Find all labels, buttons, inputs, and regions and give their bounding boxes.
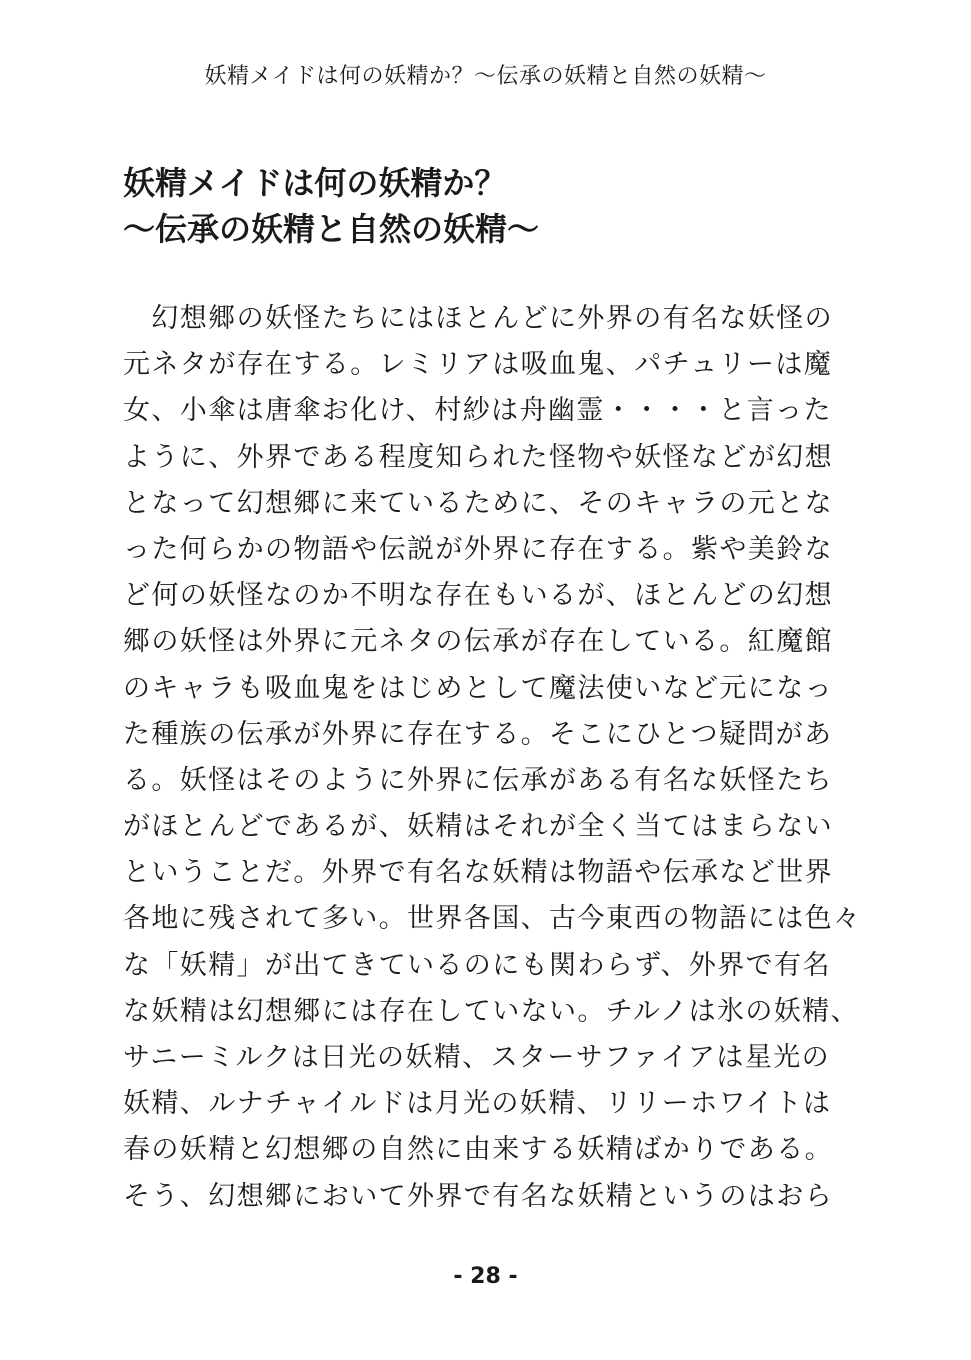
text-line: のキャラも吸血鬼をはじめとして魔法使いなど元になっ (123, 672, 833, 704)
chapter-title-line-1: 妖精メイドは何の妖精か？ (123, 164, 507, 202)
text-line: 幻想郷の妖怪たちにはほとんどに外界の有名な妖怪の (123, 303, 833, 334)
chapter-title (123, 160, 883, 252)
text-line: な「妖精」が出てきているのにも関わらず、外界で有名 (123, 949, 831, 981)
text-line: 各地に残されて多い。世界各国、古今東西の物語には色々 (123, 903, 862, 935)
text-line: そう、幻想郷において外界で有名な妖精というのはおら (123, 1180, 833, 1212)
text-line: った何らかの物語や伝説が外界に存在する。紫や美鈴な (123, 533, 833, 565)
text-line: 郷の妖怪は外界に元ネタの伝承が存在している。紅魔館 (123, 626, 833, 658)
text-line: 春の妖精と幻想郷の自然に由来する妖精ばかりである。 (123, 1134, 833, 1166)
running-header: 妖精メイドは何の妖精か？～伝承の妖精と自然の妖精～ (204, 64, 767, 89)
text-line: 女、小傘は唐傘お化け、村紗は舟幽霊・・・・と言った (123, 395, 832, 427)
text-line: た種族の伝承が外界に存在する。そこにひとつ疑問があ (123, 718, 833, 750)
text-line: な妖精は幻想郷には存在していない。チルノは氷の妖精、 (123, 995, 859, 1027)
text-line: ど何の妖怪なのか不明な存在もいるが、ほとんどの幻想 (123, 580, 833, 612)
text-line: 元ネタが存在する。レミリアは吸血鬼、パチュリーは魔 (123, 349, 833, 381)
body-text (123, 296, 863, 1220)
text-line: ということだ。外界で有名な妖精は物語や伝承など世界 (123, 857, 833, 889)
chapter-title-line-2: ～伝承の妖精と自然の妖精～ (123, 210, 540, 248)
page-number: - 28 - (453, 1264, 518, 1289)
text-line: サニーミルクは日光の妖精、スターサファイアは星光の (123, 1042, 831, 1073)
text-line: ように、外界である程度知られた怪物や妖怪などが幻想 (123, 441, 833, 473)
text-line: 妖精、ルナチャイルドは月光の妖精、リリーホワイトは (123, 1088, 832, 1120)
text-line: る。妖怪はそのように外界に伝承がある有名な妖怪たち (123, 764, 833, 796)
text-line: がほとんどであるが、妖精はそれが全く当てはまらない (123, 811, 833, 843)
text-line: となって幻想郷に来ているために、そのキャラの元とな (123, 487, 833, 519)
